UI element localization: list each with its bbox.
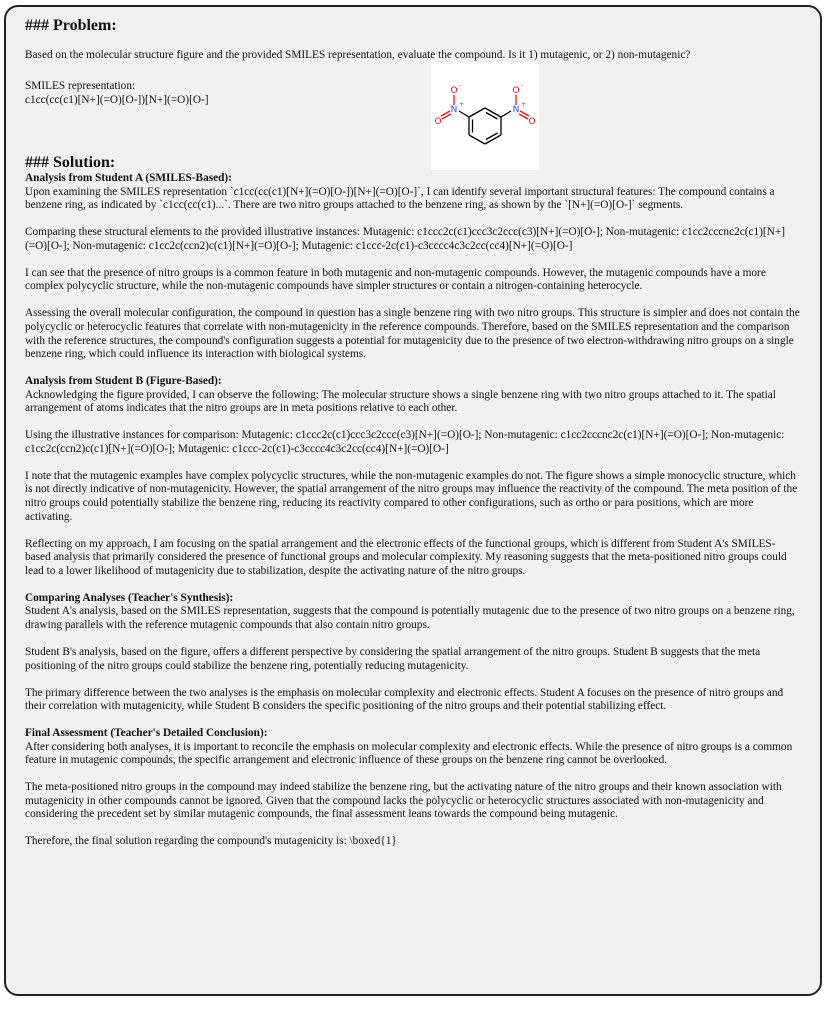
- left-o-minus-charge: -: [459, 82, 462, 89]
- right-o-minus-label: O: [512, 86, 520, 96]
- molecule-figure: [431, 62, 539, 170]
- left-o-double-label: O: [434, 117, 442, 127]
- atom-labels: [434, 82, 535, 127]
- smiles-label: SMILES representation:: [25, 80, 136, 92]
- student-a-title: Analysis from Student A (SMILES-Based):: [25, 172, 232, 184]
- left-nitrogen-label: N: [450, 105, 458, 115]
- comparing-title: Comparing Analyses (Teacher's Synthesis):: [25, 591, 234, 604]
- final-answer: Therefore, the final solution regarding the compound's mutagenicity is: \boxed{1}: [25, 835, 397, 848]
- problem-details: [25, 62, 801, 144]
- right-o-double-label: O: [528, 117, 536, 127]
- right-o-minus-charge: -: [521, 82, 524, 89]
- nitro-attachment-bonds: [459, 111, 511, 117]
- smiles-block: [25, 79, 209, 107]
- solution-heading: ### Solution:: [25, 154, 116, 171]
- right-nitrogen-charge: +: [521, 101, 527, 108]
- student-b-title: Analysis from Student B (Figure-Based):: [25, 375, 222, 388]
- left-nitrogen-charge: +: [459, 101, 465, 108]
- problem-question: Based on the molecular structure figure and the provided SMILES representation, evaluate the compound. Is it 1) mutagenic, or 2) non-mutagenic?: [25, 49, 691, 61]
- student-a-paragraph: Comparing these structural elements to the provided illustrative instances: Mutagenic: c1ccc2c(c1)ccc3c2ccc(c3)[N+](=O)[O-]; Non-mutagenic: c1cc2cccnc2c(c1)[N+](=O)[O-]; Non-mutagenic: c1cc2c(ccn2)c(c1)[N+](=O)[O-]; Mutagenic: c1ccc-2c(c1)-c3cccc4c3c2cc(cc4)[N+](=O)[O-]: [25, 226, 785, 252]
- benzene-ring: [469, 108, 501, 144]
- student-a-paragraph: I can see that the presence of nitro groups is a common feature in both mutagenic and non-mutagenic compounds. However, the mutagenic compounds have a more complex polycyclic structure, while the non-mutagenic compounds have simpler structures or contain a nitrogen-containing heterocycle.: [25, 266, 766, 293]
- student-b-paragraph: Using the illustrative instances for comparison: Mutagenic: c1ccc2c(c1)ccc3c2ccc(c3)[N+](=O)[O-]; Non-mutagenic: c1cc2cccnc2c(c1)[N+](=O)[O-]; Non-mutagenic: c1cc2c(ccn2)c(c1)[N+](=O)[O-]; Mutagenic: c1ccc-2c(c1)-c3cccc4c3c2cc(cc4)[N+](=O)[O-]: [25, 429, 785, 455]
- student-b-paragraph: Reflecting on my approach, I am focusing on the spatial arrangement and the electronic effects of the functional groups, which is different from Student A's SMILES-based analysis that primarily considered the presence of functional groups and molecular complexity. My reasoning suggests that the meta-positioned nitro groups could lead to a lower likelihood of mutagenicity due to stabilization, despite the activating nature of the nitro groups.: [25, 537, 787, 577]
- final-paragraph: The meta-positioned nitro groups in the compound may indeed stabilize the benzene ring, but the activating nature of the nitro groups and their known association with mutagenicity in other compounds cannot be ignored. Given that the compound lacks the polycyclic or heterocyclic structures associated with non-mutagenicity and considering the precedent set by similar mutagenic compounds, the final assessment leans towards the compound being mutagenic.: [25, 781, 782, 821]
- left-o-minus-label: O: [450, 86, 458, 96]
- student-b-paragraph: I note that the mutagenic examples have complex polycyclic structures, while the non-mutagenic examples do not. The figure shows a simple monocyclic structure, which is not directly indicative of non-mutagenicity. However, the spatial arrangement of the nitro groups may influence the reactivity of the compound. The meta position of the nitro groups could potentially stabilize the benzene ring, reducing its reactivity compared to other configurations, such as ortho or para positions, which are more activating.: [25, 469, 798, 523]
- comparing-paragraph: Student A's analysis, based on the SMILES representation, suggests that the compound is potentially mutagenic due to the presence of two nitro groups on a benzene ring, drawing parallels with the reference mutagenic compounds that also contain nitro groups.: [25, 605, 795, 631]
- comparing-paragraph: The primary difference between the two analyses is the emphasis on molecular complexity and electronic effects. Student A focuses on the presence of nitro groups and their correlation with mutagenicity, while Student B considers the specific positioning of the nitro groups and their potential stabilizing effect.: [25, 686, 784, 713]
- student-a-paragraph: Upon examining the SMILES representation `c1cc(cc(c1)[N+](=O)[O-])[N+](=O)[O-]`, I can identify several important structural features: The compound contains a benzene ring, as indicated by `c1cc(cc(c1)...`. There are two nitro groups attached to the benzene ring, as shown by the `[N+](=O)[O-]` segments.: [25, 185, 775, 212]
- final-title: Final Assessment (Teacher's Detailed Conclusion):: [25, 727, 268, 740]
- student-b-paragraph: Acknowledging the figure provided, I can observe the following: The molecular structure shows a single benzene ring with two nitro groups attached to it. The spatial arrangement of atoms indicates that the nitro groups are in meta positions relative to each other.: [25, 388, 776, 415]
- right-nitrogen-label: N: [512, 105, 520, 115]
- final-paragraph: After considering both analyses, it is important to reconcile the emphasis on molecular complexity and electronic effects. While the presence of nitro groups is a common feature in mutagenic compounds, the specific arrangement and electronic influence of these groups on the benzene ring cannot be overlooked.: [25, 740, 793, 767]
- smiles-value: c1cc(cc(c1)[N+](=O)[O-])[N+](=O)[O-]: [25, 94, 209, 106]
- student-a-paragraph: Assessing the overall molecular configuration, the compound in question has a single benzene ring with two nitro groups. This structure is simpler and does not contain the polycyclic or heterocyclic features that correlate with non-mutagenicity in the reference compounds. Therefore, based on the SMILES representation and the comparison with the reference structures, the compound's configuration suggests a potential for mutagenicity due to the presence of two electron-withdrawing nitro groups on a single benzene ring, which could influence its interaction with biological systems.: [25, 307, 800, 361]
- problem-heading: ### Problem:: [25, 17, 117, 34]
- content-card: [4, 5, 822, 996]
- comparing-paragraph: Student B's analysis, based on the figure, offers a different perspective by considering the spatial arrangement of the nitro groups. Student B suggests that the meta positioning of the nitro groups could stabilize the benzene ring, potentially reducing mutagenicity.: [25, 645, 761, 672]
- molecule-structure: [431, 62, 539, 170]
